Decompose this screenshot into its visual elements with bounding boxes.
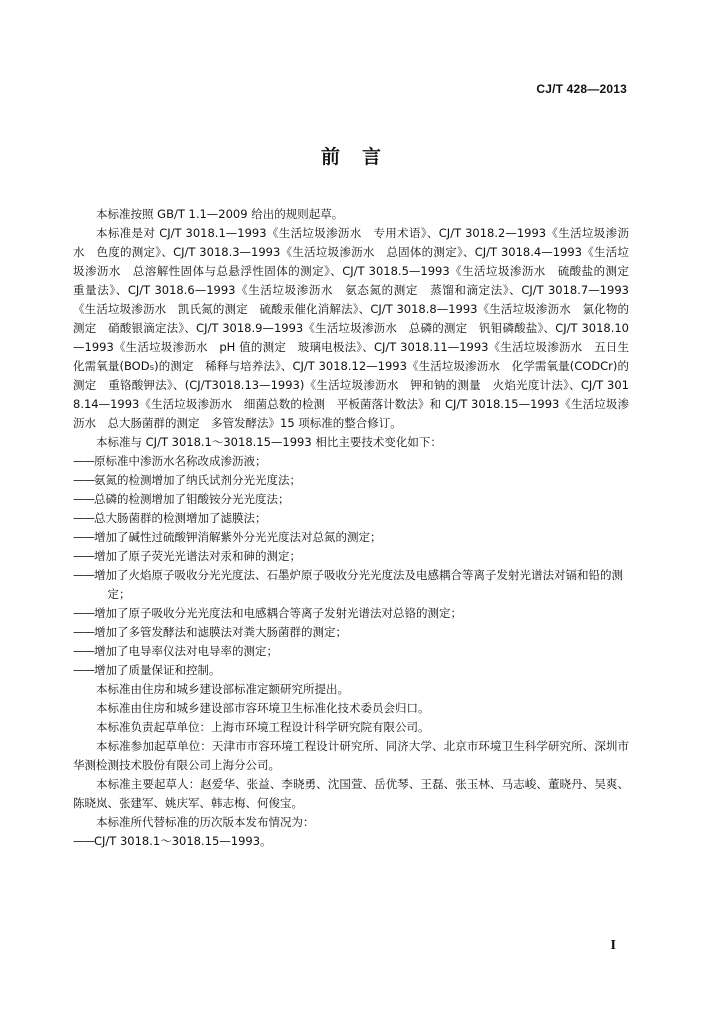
list-item xyxy=(73,661,630,680)
list-item-text: 增加了碱性过硫酸钾消解紫外分光光度法对总氮的测定； xyxy=(94,530,382,544)
list-dash: —— xyxy=(73,834,94,848)
list-item xyxy=(73,509,630,528)
list-item-text: 总大肠菌群的检测增加了滤膜法； xyxy=(94,511,267,525)
list-item xyxy=(73,452,630,471)
paragraph: 本标准由住房和城乡建设部市容环境卫生标准化技术委员会归口。 xyxy=(96,701,430,715)
list-item-text: 氨氮的检测增加了纳氏试剂分光光度法； xyxy=(94,473,301,487)
list-dash: —— xyxy=(73,530,94,544)
list-item xyxy=(73,566,630,604)
paragraph: 本标准主要起草人：赵爱华、张益、李晓勇、沈国萱、岳优琴、王磊、张玉林、马志峻、董晓丹、吴爽、陈晓岚、张建军、姚庆军、韩志梅、何俊宝。 xyxy=(73,777,629,810)
list-dash: —— xyxy=(73,606,94,620)
paragraph: 本标准与 CJ/T 3018.1～3018.15—1993 相比主要技术变化如下： xyxy=(96,435,442,449)
standard-code: CJ/T 428—2013 xyxy=(536,82,627,96)
paragraph: 本标准是对 CJ/T 3018.1—1993《生活垃圾渗沥水 专用术语》、CJ/T 3018.2—1993《生活垃圾渗沥水 色度的测定》、CJ/T 3018.3—1993《生活垃圾渗沥水 总固体的测定》、CJ/T 3018.4—1993《生活垃圾渗沥水 总溶解性固体与总悬浮性固体的测定》、CJ/T 3018.5—1993《生活垃圾渗沥水 硫酸盐的测定 重量法》、CJ/T 3018.6—1993《生活垃圾渗沥水 氨态氮的测定 蒸馏和滴定法》、CJ/T 3018.7—1993《生活垃圾渗沥水 凯氏氮的测定 硫酸汞催化消解法》、CJ/T 3018.8—1993《生活垃圾渗沥水 氯化物的测定 硝酸银滴定法》、CJ/T 3018.9—1993《生活垃圾渗沥水 总磷的测定 钒钼磷酸盐》、CJ/T 3018.10—1993《生活垃圾渗沥水 pH 值的测定 玻璃电极法》、CJ/T 3018.11—1993《生活垃圾渗沥水 五日生化需氧量(BOD₅)的测定 稀释与培养法》、CJ/T 3018.12—1993《生活垃圾渗沥水 化学需氧量(CODCr)的测定 重铬酸钾法》、(CJ/T3018.13—1993)《生活垃圾渗沥水 钾和钠的测量 火焰光度计法》、CJ/T 3018.14—1993《生活垃圾渗沥水 细菌总数的检测 平板菌落计数法》和 CJ/T 3018.15—1993《生活垃圾渗沥水 总大肠菌群的测定 多管发酵法》15 项标准的整合修订。 xyxy=(73,226,641,430)
page-title: 前言 xyxy=(320,146,403,168)
list-item xyxy=(73,642,630,661)
list-item-text: 原标准中渗沥水名称改成渗沥液； xyxy=(94,454,267,468)
list-item xyxy=(73,547,630,566)
list-item-text: 增加了电导率仪法对电导率的测定； xyxy=(94,644,278,658)
paragraph: 本标准按照 GB/T 1.1—2009 给出的规则起草。 xyxy=(96,207,344,221)
list-item-text: 增加了质量保证和控制。 xyxy=(94,663,221,677)
foreword-body xyxy=(73,205,641,851)
list-item xyxy=(73,604,630,623)
list-dash: —— xyxy=(73,644,94,658)
list-dash: —— xyxy=(73,568,94,582)
list-item-text: 增加了原子荧光光谱法对汞和砷的测定； xyxy=(94,549,301,563)
list-item xyxy=(73,490,630,509)
list-dash: —— xyxy=(73,511,94,525)
list-item-text: 增加了原子吸收分光光度法和电感耦合等离子发射光谱法对总铬的测定； xyxy=(94,606,462,620)
list-item-text: 总磷的检测增加了钼酸铵分光光度法； xyxy=(94,492,290,506)
paragraph: 本标准负责起草单位：上海市环境工程设计科学研究院有限公司。 xyxy=(96,720,430,734)
page-number: I xyxy=(610,938,616,953)
list-dash: —— xyxy=(73,454,94,468)
list-dash: —— xyxy=(73,625,94,639)
paragraph: 本标准所代替标准的历次版本发布情况为： xyxy=(96,815,315,829)
list-item xyxy=(73,471,630,490)
paragraph: 本标准由住房和城乡建设部标准定额研究所提出。 xyxy=(96,682,349,696)
list-dash: —— xyxy=(73,492,94,506)
history-item xyxy=(73,832,630,851)
list-dash: —— xyxy=(73,549,94,563)
list-item-text: 增加了火焰原子吸收分光光度法、石墨炉原子吸收分光光度法及电感耦合等离子发射光谱法对镉和铅的测定； xyxy=(94,568,623,601)
list-item-text: 增加了多管发酵法和滤膜法对粪大肠菌群的测定； xyxy=(94,625,347,639)
list-dash: —— xyxy=(73,663,94,677)
paragraph: 本标准参加起草单位：天津市市容环境工程设计研究所、同济大学、北京市环境卫生科学研究所、深圳市华测检测技术股份有限公司上海分公司。 xyxy=(73,739,629,772)
list-item xyxy=(73,528,630,547)
list-item xyxy=(73,623,630,642)
history-item-text: CJ/T 3018.1～3018.15—1993。 xyxy=(94,834,272,848)
list-dash: —— xyxy=(73,473,94,487)
